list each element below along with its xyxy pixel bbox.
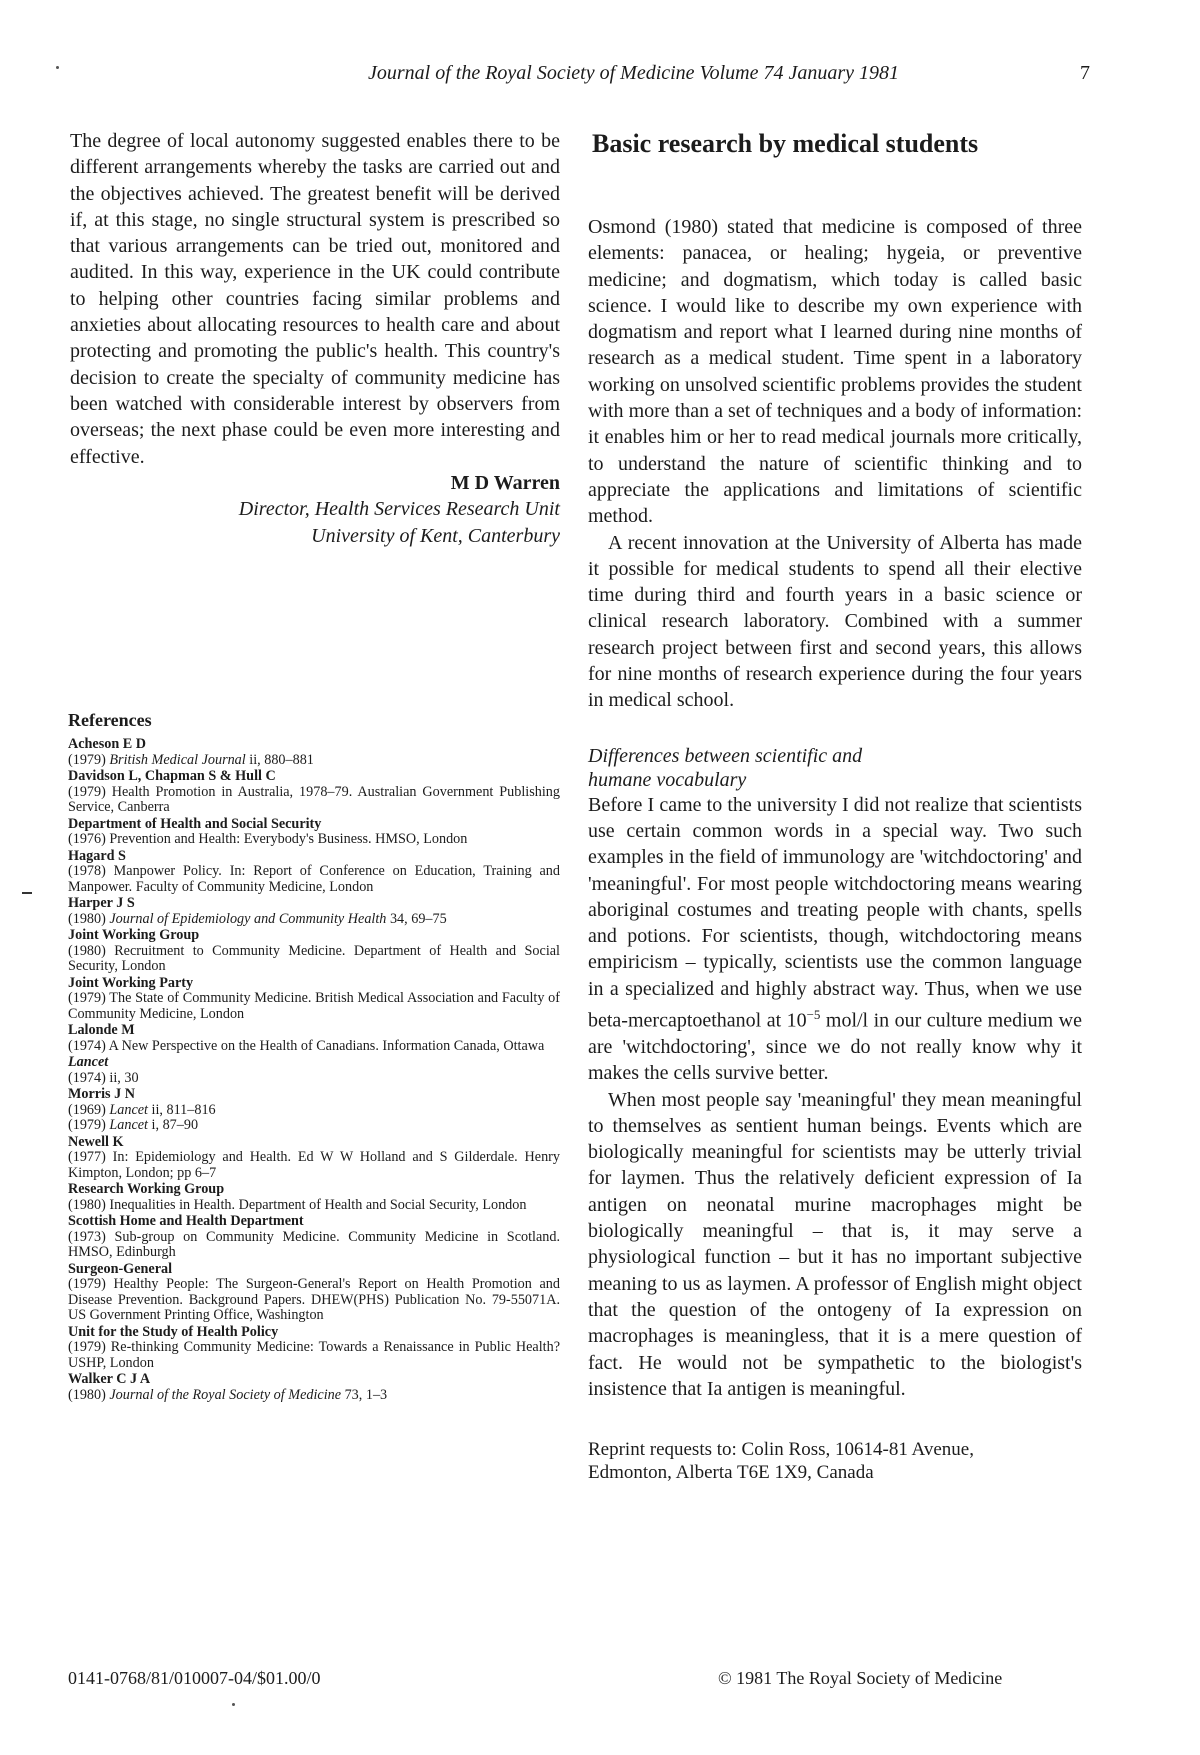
reference-text: (1979) The State of Community Medicine. British Medical Association and Faculty of Community Medicine, London bbox=[68, 990, 560, 1022]
reference-item bbox=[68, 1214, 560, 1261]
alberta-paragraph: A recent innovation at the University of Alberta has made it possible for medical students to spend all their elective time during third and fourth years in a basic science or clinical research laboratory. Combined with a summer research project between first and second years, this allows for nine months of research experience during the four years in medical school. bbox=[588, 531, 1082, 712]
reference-text: (1979) Health Promotion in Australia, 1978–79. Australian Government Publishing Service, Canberra bbox=[68, 783, 560, 815]
reference-author: Research Working Group bbox=[68, 1181, 225, 1197]
reference-item bbox=[68, 1135, 560, 1182]
reference-item bbox=[68, 976, 560, 1023]
reference-item bbox=[68, 849, 560, 896]
reference-journal: Lancet bbox=[109, 1117, 148, 1133]
reference-item bbox=[68, 1055, 560, 1086]
reference-author: Department of Health and Social Security bbox=[68, 815, 322, 832]
reference-item bbox=[68, 1372, 560, 1403]
reference-volume: 73, 1–3 bbox=[341, 1386, 388, 1403]
reference-author: Scottish Home and Health Department bbox=[68, 1213, 304, 1229]
reference-text: (1976) Prevention and Health: Everybody's Business. HMSO, London bbox=[68, 831, 468, 847]
reference-author: Walker C J A bbox=[68, 1371, 151, 1387]
margin-mark bbox=[22, 892, 32, 894]
article-title: Basic research by medical students bbox=[592, 129, 979, 158]
reference-author: Hagard S bbox=[68, 847, 126, 864]
references-section bbox=[68, 710, 560, 1404]
reference-text: (1979) bbox=[68, 1117, 110, 1133]
reprint-line-1: Reprint requests to: Colin Ross, 10614-81 Avenue, bbox=[588, 1439, 974, 1461]
reprint-requests bbox=[588, 1438, 1082, 1484]
reference-text: (1973) Sub-group on Community Medicine. Community Medicine in Scotland. HMSO, Edinburgh bbox=[68, 1228, 560, 1260]
reference-volume: i, 87–90 bbox=[148, 1117, 199, 1133]
subheading-line-1: Differences between scientific and bbox=[588, 744, 863, 767]
reference-author: Joint Working Group bbox=[68, 927, 200, 943]
reference-author: Lalonde M bbox=[68, 1022, 135, 1038]
meaningful-paragraph: When most people say 'meaningful' they mean meaningful to themselves as sentient human beings. Events which are biologically meaningful for scientists may be utterly trivial for laymen. Thus the relatively deficient expression of Ia antigen on neonatal murine macrophages might be biologically meaningful – that is, it may serve a physiological function – but it has no important subjective meaning to us as laymen. A professor of English might object that the question of the ontogeny of Ia expression on macrophages is meaningless, that it is a mere question of fact. He would not be sympathetic to the biologist's insistence that Ia antigen is meaningful. bbox=[588, 1088, 1082, 1400]
reference-item bbox=[68, 928, 560, 975]
reference-volume: ii, 811–816 bbox=[148, 1101, 216, 1118]
reference-item bbox=[68, 817, 560, 848]
reference-volume: 34, 69–75 bbox=[386, 910, 447, 927]
reference-text: (1980) Inequalities in Health. Department of Health and Social Security, London bbox=[68, 1196, 527, 1213]
reference-author: Joint Working Party bbox=[68, 974, 194, 991]
closing-paragraph: The degree of local autonomy suggested enables there to be different arrangements whereby the tasks are carried out and the objectives achieved. The greatest benefit will be derived if, at this stage, no single structural system is prescribed so that various arrangements can be tried out, monitored and audited. In this way, experience in the UK could contribute to helping other countries facing similar problems and anxieties about allocating resources to health care and about protecting and promoting the public's health. This country's decision to create the specialty of community medicine has been watched with considerable interest by observers from overseas; the next phase could be even more interesting and effective. bbox=[70, 130, 560, 468]
reference-text: (1974) A New Perspective on the Health of Canadians. Information Canada, Ottawa bbox=[68, 1037, 545, 1054]
vocabulary-text-b: mol/l in our culture medium we are 'witchdoctoring', since we do not really know why it makes the cells survive better. bbox=[588, 1009, 1082, 1085]
author-affiliation-line-2: University of Kent, Canterbury bbox=[311, 524, 560, 547]
vocabulary-paragraph bbox=[588, 792, 1082, 1087]
running-header bbox=[368, 62, 1090, 85]
scan-speck bbox=[56, 66, 59, 69]
subheading-line-2: humane vocabulary bbox=[588, 768, 747, 791]
reference-item bbox=[68, 1023, 560, 1054]
vocabulary-text-a: Before I came to the university I did not realize that scientists use certain common words in a special way. Two such examples in the field of immunology are 'witchdoctoring' and 'meaningful'. For most people witchdoctoring means wearing aboriginal costumes and treating people with chants, spells and potions. For scientists, though, witchdoctoring means empiricism – typically, scientists use the common language in a specialized and highly abstract way. Thus, when we use beta-mercaptoethanol at 10 bbox=[588, 793, 1082, 1032]
reference-text: (1974) ii, 30 bbox=[68, 1069, 139, 1086]
reference-text: (1980) Recruitment to Community Medicine. Department of Health and Social Security, London bbox=[68, 942, 560, 974]
reference-item bbox=[68, 1182, 560, 1213]
reference-author: Morris J N bbox=[68, 1086, 135, 1102]
reference-journal: Journal of Epidemiology and Community Health bbox=[109, 910, 387, 927]
reference-text: (1978) Manpower Policy. In: Report of Conference on Education, Training and Manpower. Faculty of Community Medicine, London bbox=[68, 863, 560, 895]
reference-text: (1980) bbox=[68, 1386, 110, 1403]
copyright-notice: © 1981 The Royal Society of Medicine bbox=[718, 1668, 1003, 1688]
reference-text: (1977) In: Epidemiology and Health. Ed W W Holland and S Gilderdale. Henry Kimpton, London; pp 6–7 bbox=[68, 1149, 560, 1181]
references-heading: References bbox=[68, 710, 152, 730]
exponent: −5 bbox=[806, 1007, 821, 1023]
reference-item bbox=[68, 1262, 560, 1324]
reference-item bbox=[68, 896, 560, 927]
intro-paragraph: Osmond (1980) stated that medicine is composed of three elements: panacea, or healing; hygeia, or preventive medicine; and dogmatism, which today is called basic science. I would like to describe my own experience with dogmatism and report what I learned during nine months of research as a medical student. Time spent in a laboratory working on unsolved scientific problems provides the student with more than a set of techniques and a body of information: it enables him or her to read medical journals more critically, to understand the nature of scientific thinking and to appreciate the applications and limitations of scientific method. bbox=[588, 216, 1082, 528]
reference-text: (1979) Healthy People: The Surgeon-General's Report on Health Promotion and Disease Prevention. Background Papers. DHEW(PHS) Publication No. 79-55071A. US Government Printing Office, Washington bbox=[68, 1276, 560, 1323]
reference-author: Acheson E D bbox=[68, 736, 147, 752]
left-column bbox=[70, 128, 560, 550]
reference-text: (1979) bbox=[68, 751, 110, 768]
reference-author: Surgeon-General bbox=[68, 1260, 173, 1277]
reference-item bbox=[68, 1087, 560, 1134]
reference-text: (1980) bbox=[68, 910, 110, 927]
reference-journal: British Medical Journal bbox=[109, 751, 246, 768]
reference-text: (1979) Re-thinking Community Medicine: Towards a Renaissance in Public Health? USHP, London bbox=[68, 1339, 560, 1371]
reference-item bbox=[68, 737, 560, 768]
reference-item bbox=[68, 1325, 560, 1372]
reference-author: Lancet bbox=[68, 1054, 109, 1070]
reference-journal: Lancet bbox=[109, 1101, 148, 1118]
publication-code: 0141-0768/81/010007-04/$01.00/0 bbox=[68, 1668, 321, 1688]
reference-author: Davidson L, Chapman S & Hull C bbox=[68, 768, 276, 784]
right-column bbox=[588, 128, 1082, 1484]
journal-running-head: Journal of the Royal Society of Medicine Volume 74 January 1981 bbox=[368, 62, 899, 84]
author-affiliation-line-1: Director, Health Services Research Unit bbox=[238, 497, 560, 520]
page-number: 7 bbox=[1080, 62, 1090, 84]
reference-journal: Journal of the Royal Society of Medicine bbox=[109, 1386, 342, 1403]
reference-author: Unit for the Study of Health Policy bbox=[68, 1323, 279, 1340]
reference-author: Harper J S bbox=[68, 895, 135, 911]
reference-item bbox=[68, 769, 560, 816]
reference-volume: ii, 880–881 bbox=[245, 751, 314, 768]
reprint-line-2: Edmonton, Alberta T6E 1X9, Canada bbox=[588, 1462, 874, 1484]
section-subheading bbox=[588, 744, 1082, 792]
reference-text: (1969) bbox=[68, 1101, 110, 1118]
author-signature: M D Warren bbox=[450, 471, 560, 494]
scan-speck bbox=[232, 1703, 235, 1706]
reference-author: Newell K bbox=[68, 1133, 124, 1150]
